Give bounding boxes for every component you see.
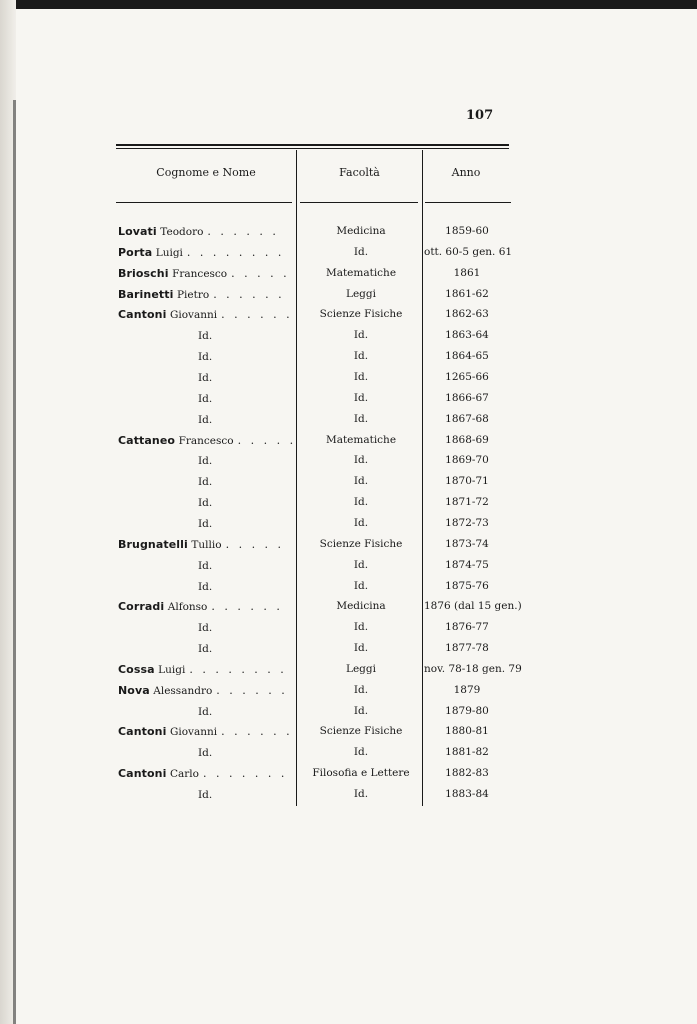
name-cell [118, 788, 290, 801]
faculty-cell: Id. [353, 579, 369, 592]
table-row [116, 742, 509, 763]
name-cell [118, 496, 290, 509]
surname: Corradi [118, 600, 165, 614]
given-name: Tullio [191, 538, 222, 551]
year-cell: 1877-78 [445, 642, 489, 654]
table-row [116, 471, 509, 492]
header-year: Anno [451, 166, 481, 179]
faculty-cell: Id. [353, 245, 369, 258]
ditto-mark: Id. [198, 559, 213, 572]
leader-dots: . . . . . . [211, 600, 283, 614]
year-cell: 1879 [453, 683, 481, 696]
name-cell [118, 705, 290, 718]
faculty-cell: Id. [353, 788, 369, 800]
faculty-cell: Id. [353, 329, 369, 342]
name-cell [118, 517, 290, 530]
table-row [116, 492, 509, 513]
faculty-cell: Matematiche [325, 433, 397, 446]
ditto-mark: Id. [198, 497, 213, 510]
given-name: Luigi [158, 663, 186, 676]
leader-dots: . . . . . . [213, 287, 285, 301]
table-row [116, 638, 509, 659]
page-number: 107 [466, 108, 494, 123]
faculty-cell: Id. [353, 350, 369, 363]
surname: Porta [118, 245, 153, 259]
year-cell: 1883-84 [445, 788, 489, 800]
year-cell: 1879-80 [445, 704, 489, 717]
table-row [116, 263, 509, 284]
year-cell: 1873-74 [445, 537, 489, 550]
table-row [116, 576, 509, 597]
name-cell [118, 684, 290, 697]
name-cell [118, 454, 290, 467]
year-cell: 1871-72 [445, 496, 489, 509]
table-row [116, 721, 509, 742]
name-cell [118, 642, 290, 655]
name-cell [118, 621, 290, 634]
faculty-cell: Medicina [336, 225, 386, 237]
ditto-mark: Id. [198, 517, 213, 530]
ditto-mark: Id. [198, 622, 213, 635]
table-row [116, 284, 509, 305]
name-cell [118, 392, 290, 405]
faculty-cell: Id. [353, 454, 369, 467]
table-row [116, 221, 509, 242]
name-cell [118, 746, 290, 759]
table-row [116, 513, 509, 534]
ditto-mark: Id. [198, 643, 213, 655]
leader-dots: . . . . . [237, 433, 297, 447]
given-name: Alessandro [153, 684, 213, 697]
name-cell [118, 371, 290, 384]
table-row [116, 367, 509, 388]
name-cell [118, 246, 290, 259]
name-cell [118, 538, 290, 551]
header-name: Cognome e Nome [156, 166, 256, 179]
table-row [116, 242, 513, 263]
faculty-cell: Id. [353, 391, 369, 404]
name-cell [118, 288, 290, 301]
name-cell [118, 767, 290, 780]
year-cell: 1876-77 [445, 621, 489, 634]
leader-dots: . . . . . . [207, 225, 279, 238]
faculty-cell: Id. [353, 683, 369, 696]
table-row [116, 450, 509, 471]
table-row [116, 763, 509, 784]
surname: Cantoni [118, 308, 167, 322]
table-row [116, 409, 509, 430]
faculty-cell: Scienze Fisiche [319, 308, 403, 321]
name-cell [118, 580, 290, 593]
year-cell: 1859-60 [445, 225, 489, 237]
binding-spine [13, 100, 16, 1024]
table-top-rule-thin [116, 148, 509, 149]
year-cell: 1875-76 [445, 579, 489, 592]
name-cell [118, 225, 290, 238]
faculty-cell: Scienze Fisiche [319, 725, 403, 738]
year-cell: 1874-75 [445, 558, 489, 571]
table-row [116, 617, 509, 638]
given-name: Francesco [172, 267, 228, 280]
surname: Nova [118, 683, 150, 697]
faculty-cell: Id. [353, 642, 369, 654]
table-row [116, 304, 509, 325]
year-cell: 1880-81 [445, 725, 489, 738]
table-row [116, 325, 509, 346]
name-cell [118, 725, 293, 739]
year-cell: 1876 (dal 15 gen.) [424, 600, 522, 613]
year-cell: 1881-82 [445, 746, 489, 759]
year-cell: ott. 60-5 gen. 61 [424, 245, 513, 258]
table-top-rule [116, 144, 509, 146]
ditto-mark: Id. [198, 351, 213, 364]
faculty-cell: Id. [353, 704, 369, 717]
leader-dots: . . . . . . . [202, 767, 288, 781]
faculty-cell: Id. [353, 558, 369, 571]
leader-dots: . . . . . . [216, 683, 288, 697]
year-cell: 1870-71 [445, 475, 489, 488]
faculty-cell: Id. [353, 412, 369, 425]
leader-dots: . . . . . . . . [186, 245, 285, 259]
header-rule-faculty [300, 202, 418, 203]
table-row [116, 388, 509, 409]
year-cell: 1863-64 [445, 329, 489, 342]
surname: Cantoni [118, 725, 167, 739]
surname: Cattaneo [118, 433, 176, 447]
leader-dots: . . . . . . . . [189, 662, 287, 676]
table-row [116, 596, 522, 617]
name-cell [118, 475, 290, 488]
faculty-cell: Id. [353, 746, 369, 759]
year-cell: 1861-62 [445, 287, 489, 300]
table-row [116, 555, 509, 576]
table-row [116, 784, 509, 805]
leader-dots: . . . . . . [221, 725, 293, 739]
given-name: Giovanni [169, 726, 218, 739]
leader-dots: . . . . . . [221, 308, 293, 322]
year-cell: 1882-83 [445, 767, 489, 780]
surname: Cossa [118, 662, 155, 676]
year-cell: 1861 [453, 266, 481, 279]
year-cell: 1866-67 [445, 391, 489, 404]
leader-dots: . . . . . [231, 266, 290, 280]
table-row [116, 346, 509, 367]
year-cell: 1868-69 [445, 433, 489, 446]
name-cell [118, 308, 293, 322]
year-cell: nov. 78-18 gen. 79 [424, 662, 522, 675]
faculty-cell: Matematiche [325, 266, 397, 279]
name-cell [118, 600, 290, 613]
year-cell: 1864-65 [445, 350, 489, 363]
ditto-mark: Id. [198, 476, 213, 489]
ditto-mark: Id. [198, 580, 213, 593]
header-rule-year [425, 202, 511, 203]
table-row [116, 701, 509, 722]
header-faculty: Facoltà [339, 166, 380, 179]
given-name: Teodoro [160, 226, 204, 238]
surname: Brioschi [118, 266, 169, 280]
ditto-mark: Id. [198, 789, 213, 801]
name-cell [118, 433, 297, 447]
header-rule-name [116, 202, 292, 203]
year-cell: 1872-73 [445, 516, 489, 529]
given-name: Francesco [178, 434, 234, 447]
given-name: Alfonso [167, 601, 208, 614]
table-row [116, 659, 522, 680]
name-cell [118, 559, 290, 572]
faculty-cell: Leggi [346, 662, 376, 675]
ditto-mark: Id. [198, 392, 213, 405]
ditto-mark: Id. [198, 372, 213, 384]
faculty-cell: Id. [353, 496, 369, 509]
name-cell [118, 413, 290, 426]
ditto-mark: Id. [198, 455, 213, 468]
faculty-cell: Filosofia e Lettere [312, 767, 410, 780]
table-row [116, 430, 509, 451]
surname: Barinetti [118, 287, 174, 301]
faculty-cell: Id. [353, 475, 369, 488]
ditto-mark: Id. [198, 413, 213, 426]
table-row [116, 534, 509, 555]
ditto-mark: Id. [198, 747, 213, 760]
given-name: Luigi [155, 246, 183, 259]
name-cell [118, 329, 290, 342]
name-cell [118, 267, 290, 280]
year-cell: 1869-70 [445, 454, 489, 467]
year-cell: 1862-63 [445, 308, 489, 321]
faculty-cell: Leggi [346, 287, 376, 300]
faculty-cell: Id. [353, 621, 369, 634]
given-name: Carlo [169, 768, 199, 781]
year-cell: 1265-66 [445, 371, 489, 383]
table-row [116, 680, 509, 701]
surname: Cantoni [118, 767, 167, 781]
ditto-mark: Id. [198, 330, 213, 343]
given-name: Pietro [176, 288, 210, 301]
given-name: Giovanni [169, 309, 218, 322]
leader-dots: . . . . . [225, 537, 285, 551]
ditto-mark: Id. [198, 705, 213, 718]
name-cell [118, 350, 290, 363]
faculty-cell: Id. [353, 516, 369, 529]
faculty-cell: Id. [353, 371, 369, 383]
faculty-cell: Scienze Fisiche [319, 537, 403, 550]
name-cell [118, 663, 290, 676]
faculty-cell: Medicina [336, 600, 386, 613]
surname: Lovati [118, 225, 157, 238]
year-cell: 1867-68 [445, 412, 489, 425]
scan-top-border [0, 0, 697, 9]
surname: Brugnatelli [118, 537, 188, 551]
